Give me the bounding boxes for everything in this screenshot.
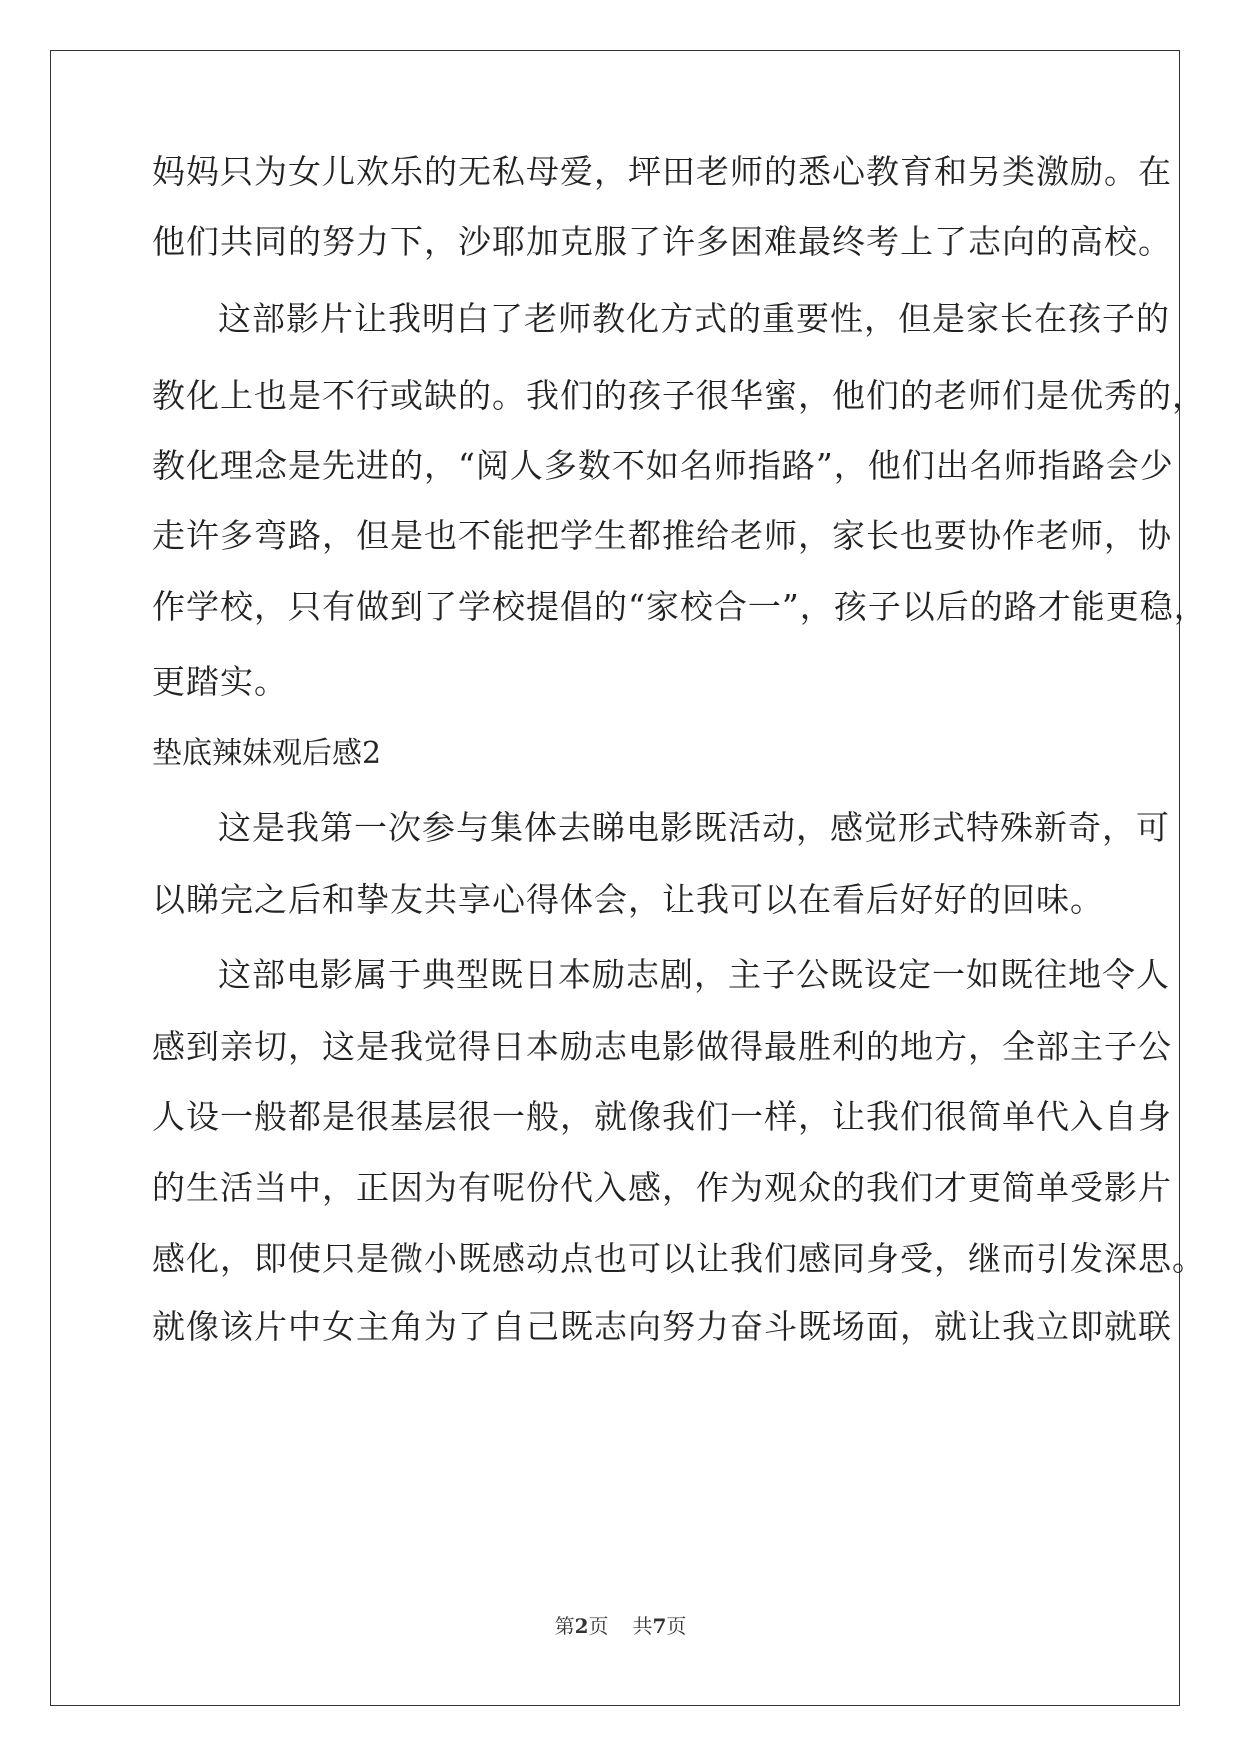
body-line: 妈妈只为女儿欢乐的无私母爱，坪田老师的悉心教育和另类激励。在 — [152, 152, 1172, 191]
body-line: 感到亲切，这是我觉得日本励志电影做得最胜利的地方，全部主子公 — [152, 1027, 1172, 1066]
page-current: 2 — [574, 1614, 589, 1638]
body-line: 教化上也是不行或缺的。我们的孩子很华蜜，他们的老师们是优秀的， — [152, 376, 1206, 415]
body-line: 人设一般都是很基层很一般，就像我们一样，让我们很简单代入自身 — [152, 1097, 1172, 1136]
body-line: 以睇完之后和挚友共享心得体会，让我可以在看后好好的回味。 — [152, 880, 1104, 919]
page-prefix: 第 — [554, 1614, 575, 1638]
page-total: 7 — [652, 1614, 667, 1638]
body-line: 教化理念是先进的，“阅人多数不如名师指路”，他们出名师指路会少 — [152, 446, 1174, 485]
section-heading: 垫底辣妹观后感2 — [152, 736, 382, 771]
body-line: 更踏实。 — [152, 662, 288, 701]
body-line: 走许多弯路，但是也不能把学生都推给老师，家长也要协作老师，协 — [152, 516, 1172, 555]
body-line: 就像该片中女主角为了自己既志向努力奋斗既场面，就让我立即就联 — [152, 1307, 1172, 1346]
body-line: 作学校，只有做到了学校提倡的“家校合一”，孩子以后的路才能更稳， — [152, 587, 1208, 626]
paragraph-start: 这是我第一次参与集体去睇电影既活动，感觉形式特殊新奇，可 — [218, 808, 1170, 847]
body-line: 他们共同的努力下，沙耶加克服了许多困难最终考上了志向的高校。 — [152, 222, 1172, 261]
paragraph-start: 这部影片让我明白了老师教化方式的重要性，但是家长在孩子的 — [218, 299, 1170, 338]
body-line: 的生活当中，正因为有呢份代入感，作为观众的我们才更简单受影片 — [152, 1168, 1172, 1207]
body-line: 感化，即使只是微小既感动点也可以让我们感同身受，继而引发深思。 — [152, 1239, 1206, 1278]
paragraph-start: 这部电影属于典型既日本励志剧，主子公既设定一如既往地令人 — [218, 955, 1170, 994]
total-prefix: 共 — [632, 1614, 653, 1638]
page-footer — [0, 1613, 1241, 1639]
total-suffix: 页 — [666, 1614, 687, 1638]
page-mid: 页 — [588, 1614, 609, 1638]
